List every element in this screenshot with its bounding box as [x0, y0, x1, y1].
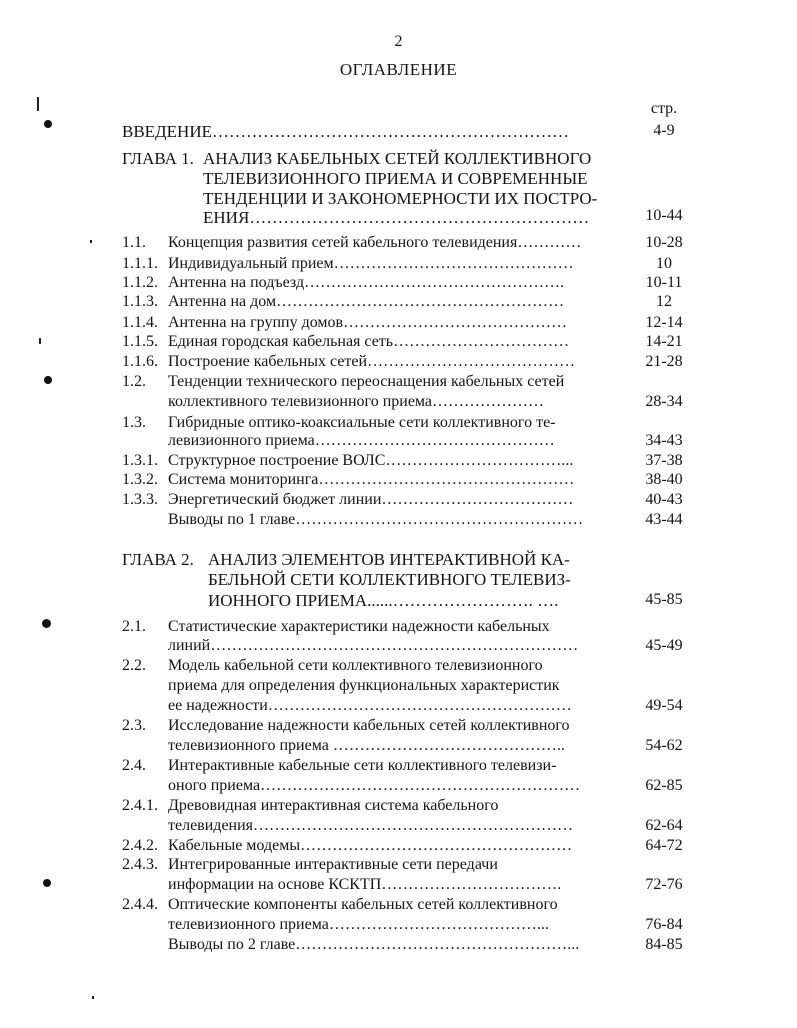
- toc-item-text: Построение кабельных сетей…………………………………: [168, 353, 576, 370]
- toc-item-text: Гибридные оптико-коаксиальные сети коллективного те-: [168, 414, 556, 431]
- toc-item-text: Антенна на подъезд………………………………………….: [168, 274, 565, 291]
- page-number: 2: [394, 33, 403, 50]
- chapter1-pages: 10-44: [645, 207, 683, 224]
- toc-item-text: оного приема……………………………………………………: [168, 777, 581, 794]
- toc-item-pages: 40-43: [645, 491, 683, 508]
- toc-item-pages: 84-85: [645, 936, 683, 953]
- toc-item-text: Древовидная интерактивная система кабельного: [168, 797, 499, 814]
- toc-item-pages: 43-44: [645, 511, 683, 528]
- toc-item-pages: 10: [656, 255, 672, 272]
- scan-artifact-mark: [37, 97, 39, 111]
- toc-item-number: 1.1.6.: [122, 353, 158, 370]
- toc-item-pages: 49-54: [645, 697, 683, 714]
- toc-item-number: 1.2.: [122, 373, 146, 390]
- toc-item-text: левизионного приема………………………………………: [168, 432, 555, 449]
- toc-item-text: Антенна на группу домов……………………………………: [168, 314, 568, 331]
- toc-item-number: 2.2.: [122, 657, 146, 674]
- toc-item-pages: 62-64: [645, 817, 683, 834]
- toc-item-text: Единая городская кабельная сеть……………………………: [168, 333, 570, 350]
- toc-item-number: 1.1.5.: [122, 333, 158, 350]
- toc-item-text: Статистические характеристики надежности кабельных: [168, 618, 550, 635]
- toc-item-number: 2.4.2.: [122, 837, 158, 854]
- toc-item-number: 2.4.1.: [122, 797, 158, 814]
- toc-item-text: Оптические компоненты кабельных сетей коллективного: [168, 896, 558, 913]
- toc-item-text: коллективного телевизионного приема…………………: [168, 393, 545, 410]
- toc-item-pages: 12-14: [645, 314, 683, 331]
- chapter1-title-line: ТЕНДЕНЦИИ И ЗАКОНОМЕРНОСТИ ИХ ПОСТРО-: [203, 189, 598, 208]
- toc-item-text: телевизионного приема…………………………………...: [168, 916, 549, 933]
- toc-item-text: Модель кабельной сети коллективного телевизионного: [168, 657, 543, 674]
- chapter2-title-line: БЕЛЬНОЙ СЕТИ КОЛЛЕКТИВНОГО ТЕЛЕВИЗ-: [208, 570, 571, 589]
- toc-item-pages: 37-38: [645, 452, 683, 469]
- toc-item-pages: 12: [656, 293, 672, 310]
- toc-item-number: 2.3.: [122, 717, 146, 734]
- toc-item-number: 2.1.: [122, 618, 146, 635]
- toc-item-text: Кабельные модемы……………………………………………: [168, 837, 573, 854]
- toc-item-pages: 38-40: [645, 471, 683, 488]
- introduction-entry: ВВЕДЕНИЕ………………………………………………………: [122, 122, 569, 141]
- toc-item-pages: 64-72: [645, 837, 683, 854]
- toc-item-number: 2.4.4.: [122, 896, 158, 913]
- toc-item-number: 1.1.3.: [122, 293, 158, 310]
- chapter1-conclusions: Выводы по 1 главе………………………………………………: [168, 511, 584, 528]
- binder-hole-mark: [42, 619, 51, 628]
- toc-item-text: Интерактивные кабельные сети коллективного телевизи-: [168, 757, 557, 774]
- toc-item-pages: 21-28: [645, 353, 683, 370]
- toc-item-pages: 45-49: [645, 637, 683, 654]
- table-of-contents-title: ОГЛАВЛЕНИЕ: [339, 60, 458, 79]
- chapter2-title-line: АНАЛИЗ ЭЛЕМЕНТОВ ИНТЕРАКТИВНОЙ КА-: [208, 550, 570, 569]
- toc-item-number: 1.1.4.: [122, 314, 158, 331]
- chapter2-conclusions: Выводы по 2 главе……………………………………………...: [168, 936, 580, 953]
- toc-item-number: 1.1.2.: [122, 274, 158, 291]
- toc-item-text: Исследование надежности кабельных сетей коллективного: [168, 717, 570, 734]
- toc-item-pages: 10-28: [645, 234, 683, 251]
- toc-item-number: 1.1.1.: [122, 255, 158, 272]
- toc-item-pages: 54-62: [645, 737, 683, 754]
- toc-item-text: информации на основе КСКТП…………………………….: [168, 876, 562, 893]
- toc-item-text: Антенна на дом………………………………………………: [168, 293, 565, 310]
- chapter1-title-line: АНАЛИЗ КАБЕЛЬНЫХ СЕТЕЙ КОЛЛЕКТИВНОГО: [203, 149, 592, 168]
- toc-item-pages: 10-11: [645, 274, 683, 291]
- toc-item-pages: 76-84: [645, 916, 683, 933]
- chapter1-title-line: ЕНИЯ……………………………………………………: [203, 208, 590, 227]
- toc-item-text: Система мониторинга…………………………………………: [168, 471, 575, 488]
- toc-item-text: Тенденции технического переоснащения кабельных сетей: [168, 373, 565, 390]
- binder-hole-mark: [43, 879, 51, 887]
- binder-hole-mark: [44, 376, 52, 384]
- toc-item-text: линий……………………………………………………………: [168, 637, 579, 654]
- toc-item-number: 2.4.: [122, 757, 146, 774]
- toc-item-number: 2.4.3.: [122, 856, 158, 873]
- scan-artifact-mark: [90, 240, 92, 243]
- binder-hole-mark: [44, 120, 52, 128]
- page-column-header: стр.: [650, 100, 678, 117]
- toc-item-text: телевидения……………………………………………………: [168, 817, 574, 834]
- toc-item-pages: 34-43: [645, 432, 683, 449]
- toc-item-pages: 72-76: [645, 876, 683, 893]
- toc-item-pages: 62-85: [645, 777, 683, 794]
- toc-item-number: 1.3.3.: [122, 491, 158, 508]
- toc-item-pages: 28-34: [645, 393, 683, 410]
- toc-item-text: Концепция развития сетей кабельного телевидения…………: [168, 234, 582, 251]
- scan-artifact-mark: [39, 338, 41, 344]
- toc-item-number: 1.1.: [122, 234, 146, 251]
- introduction-pages: 4-9: [653, 122, 675, 139]
- chapter2-label: ГЛАВА 2.: [122, 550, 194, 569]
- toc-item-text: Индивидуальный прием………………………………………: [168, 255, 574, 272]
- toc-item-text: телевизионного приема ……………………………………..: [168, 737, 565, 754]
- toc-item-text: Энергетический бюджет линии………………………………: [168, 491, 574, 508]
- chapter2-title-line: ИОННОГО ПРИЕМА......……………………. ….: [208, 591, 559, 610]
- toc-item-number: 1.3.2.: [122, 471, 158, 488]
- toc-item-text: Интегрированные интерактивные сети передачи: [168, 856, 498, 873]
- toc-item-pages: 14-21: [645, 333, 683, 350]
- chapter2-pages: 45-85: [645, 591, 683, 608]
- chapter1-label: ГЛАВА 1.: [122, 149, 194, 168]
- toc-item-number: 1.3.: [122, 414, 146, 431]
- chapter1-title-line: ТЕЛЕВИЗИОННОГО ПРИЕМА И СОВРЕМЕННЫЕ: [203, 169, 588, 188]
- toc-item-text: Структурное построение ВОЛС……………………………...: [168, 452, 574, 469]
- toc-item-number: 1.3.1.: [122, 452, 158, 469]
- toc-item-text: приема для определения функциональных характеристик: [168, 677, 560, 694]
- toc-item-text: ее надежности…………………………………………………: [168, 697, 572, 714]
- scan-artifact-mark: [92, 996, 94, 999]
